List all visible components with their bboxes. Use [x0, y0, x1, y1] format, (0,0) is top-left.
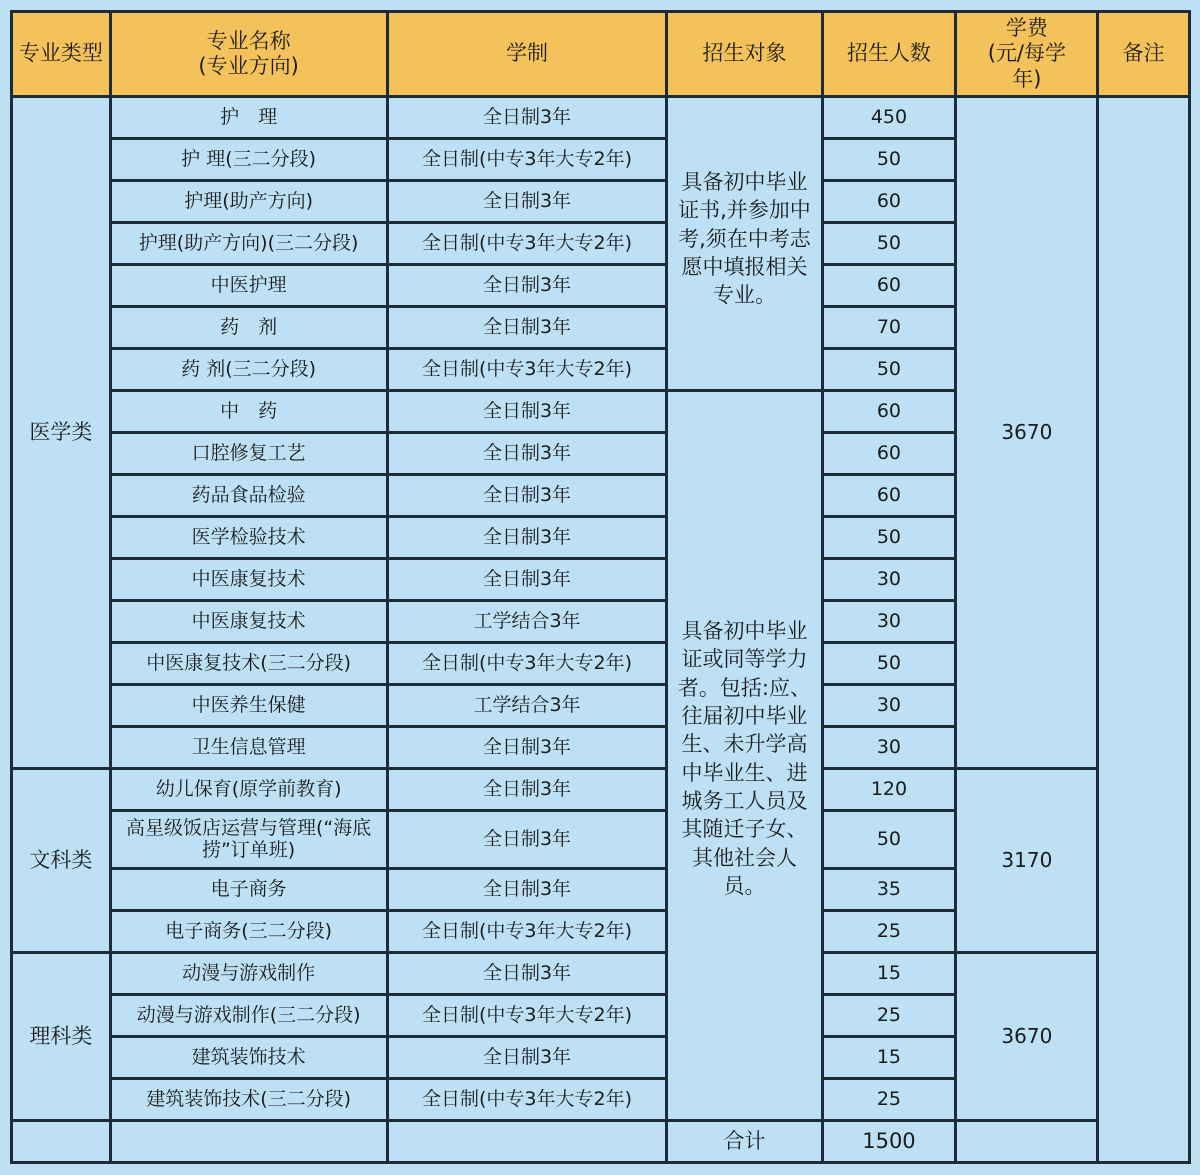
- total-empty-fee: [957, 1122, 1096, 1161]
- row-duration: 全日制3年: [389, 476, 666, 515]
- row-count: 50: [824, 224, 955, 263]
- total-label: 合计: [668, 1122, 820, 1161]
- row-name: 中医护理: [112, 266, 386, 305]
- row-count: 25: [824, 996, 955, 1035]
- row-name: 中 药: [112, 392, 386, 431]
- header-target: 招生对象: [668, 13, 820, 95]
- row-count: 50: [824, 644, 955, 683]
- category-medical: 医学类: [13, 98, 109, 767]
- row-duration: 全日制3年: [389, 518, 666, 557]
- header-row: [13, 13, 1188, 95]
- row-duration: 全日制3年: [389, 812, 666, 867]
- row-duration: 全日制3年: [389, 308, 666, 347]
- category-science: 理科类: [13, 954, 109, 1119]
- row-count: 60: [824, 476, 955, 515]
- enrollment-table-frame: [10, 10, 1191, 1164]
- row-name: 护理(助产方向): [112, 182, 386, 221]
- header-name-line2: (专业方向): [198, 54, 299, 78]
- row-name: 幼儿保育(原学前教育): [112, 770, 386, 809]
- row-name: 高星级饭店运营与管理(“海底捞”订单班): [112, 812, 386, 867]
- table-row: [13, 954, 1188, 993]
- note-cell: [1099, 98, 1188, 1161]
- row-name: 中医养生保健: [112, 686, 386, 725]
- row-count: 30: [824, 560, 955, 599]
- header-fee-line1: 学费: [1005, 16, 1048, 41]
- row-duration: 工学结合3年: [389, 602, 666, 641]
- row-name: 药 剂: [112, 308, 386, 347]
- row-duration: 全日制(中专3年大专2年): [389, 140, 666, 179]
- row-name: 护 理: [112, 98, 386, 137]
- fee-medical: 3670: [957, 98, 1096, 767]
- row-count: 50: [824, 518, 955, 557]
- row-duration: 全日制(中专3年大专2年): [389, 1080, 666, 1119]
- target-group-a: 具备初中毕业证书,并参加中考,须在中考志愿中填报相关专业。: [668, 98, 820, 389]
- row-duration: 全日制3年: [389, 392, 666, 431]
- row-duration: 全日制3年: [389, 434, 666, 473]
- header-fee: [957, 13, 1096, 95]
- header-fee-line2: (元/每学: [987, 41, 1066, 66]
- row-duration: 全日制3年: [389, 266, 666, 305]
- header-type: 专业类型: [13, 13, 109, 95]
- header-name-line1: 专业名称: [206, 28, 291, 53]
- row-duration: 全日制(中专3年大专2年): [389, 996, 666, 1035]
- row-count: 35: [824, 870, 955, 909]
- row-duration: 全日制3年: [389, 770, 666, 809]
- row-count: 30: [824, 686, 955, 725]
- row-name: 中医康复技术: [112, 560, 386, 599]
- row-count: 70: [824, 308, 955, 347]
- row-duration: 全日制3年: [389, 98, 666, 137]
- row-name: 药 剂(三二分段): [112, 350, 386, 389]
- total-empty-name: [112, 1122, 386, 1161]
- row-count: 30: [824, 728, 955, 767]
- row-duration: 全日制3年: [389, 560, 666, 599]
- row-count: 15: [824, 1038, 955, 1077]
- row-name: 护理(助产方向)(三二分段): [112, 224, 386, 263]
- enrollment-table: [10, 10, 1191, 1164]
- row-name: 建筑装饰技术: [112, 1038, 386, 1077]
- row-duration: 全日制3年: [389, 182, 666, 221]
- row-name: 建筑装饰技术(三二分段): [112, 1080, 386, 1119]
- header-count: 招生人数: [824, 13, 955, 95]
- fee-liberal: 3170: [957, 770, 1096, 951]
- row-count: 30: [824, 602, 955, 641]
- header-note: 备注: [1099, 13, 1188, 95]
- row-count: 25: [824, 1080, 955, 1119]
- row-duration: 全日制(中专3年大专2年): [389, 350, 666, 389]
- row-duration: 全日制3年: [389, 1038, 666, 1077]
- row-name: 中医康复技术: [112, 602, 386, 641]
- row-count: 120: [824, 770, 955, 809]
- row-count: 25: [824, 912, 955, 951]
- category-liberal: 文科类: [13, 770, 109, 951]
- row-name: 电子商务(三二分段): [112, 912, 386, 951]
- total-row: [13, 1122, 1188, 1161]
- row-name: 动漫与游戏制作: [112, 954, 386, 993]
- table-row: [13, 770, 1188, 809]
- row-duration: 工学结合3年: [389, 686, 666, 725]
- row-count: 50: [824, 140, 955, 179]
- target-group-b: 具备初中毕业证或同等学力者。包括:应、往届初中毕业生、未升学高中毕业生、进城务工人员及其随迁子女、其他社会人员。: [668, 392, 820, 1119]
- row-duration: 全日制3年: [389, 954, 666, 993]
- row-name: 卫生信息管理: [112, 728, 386, 767]
- row-name: 护 理(三二分段): [112, 140, 386, 179]
- total-empty-duration: [389, 1122, 666, 1161]
- row-duration: 全日制(中专3年大专2年): [389, 912, 666, 951]
- total-count: 1500: [824, 1122, 955, 1161]
- header-duration: 学制: [389, 13, 666, 95]
- row-name: 动漫与游戏制作(三二分段): [112, 996, 386, 1035]
- row-name: 医学检验技术: [112, 518, 386, 557]
- row-count: 50: [824, 812, 955, 867]
- row-count: 15: [824, 954, 955, 993]
- row-name: 电子商务: [112, 870, 386, 909]
- row-duration: 全日制(中专3年大专2年): [389, 224, 666, 263]
- row-count: 60: [824, 434, 955, 473]
- row-count: 60: [824, 182, 955, 221]
- row-duration: 全日制(中专3年大专2年): [389, 644, 666, 683]
- total-empty-type: [13, 1122, 109, 1161]
- fee-science: 3670: [957, 954, 1096, 1119]
- header-fee-line3: 年): [1012, 66, 1042, 91]
- row-duration: 全日制3年: [389, 870, 666, 909]
- table-row: [13, 98, 1188, 137]
- row-count: 60: [824, 266, 955, 305]
- row-count: 60: [824, 392, 955, 431]
- row-count: 50: [824, 350, 955, 389]
- row-duration: 全日制3年: [389, 728, 666, 767]
- row-name: 中医康复技术(三二分段): [112, 644, 386, 683]
- header-name: [112, 13, 386, 95]
- row-name: 口腔修复工艺: [112, 434, 386, 473]
- row-count: 450: [824, 98, 955, 137]
- row-name: 药品食品检验: [112, 476, 386, 515]
